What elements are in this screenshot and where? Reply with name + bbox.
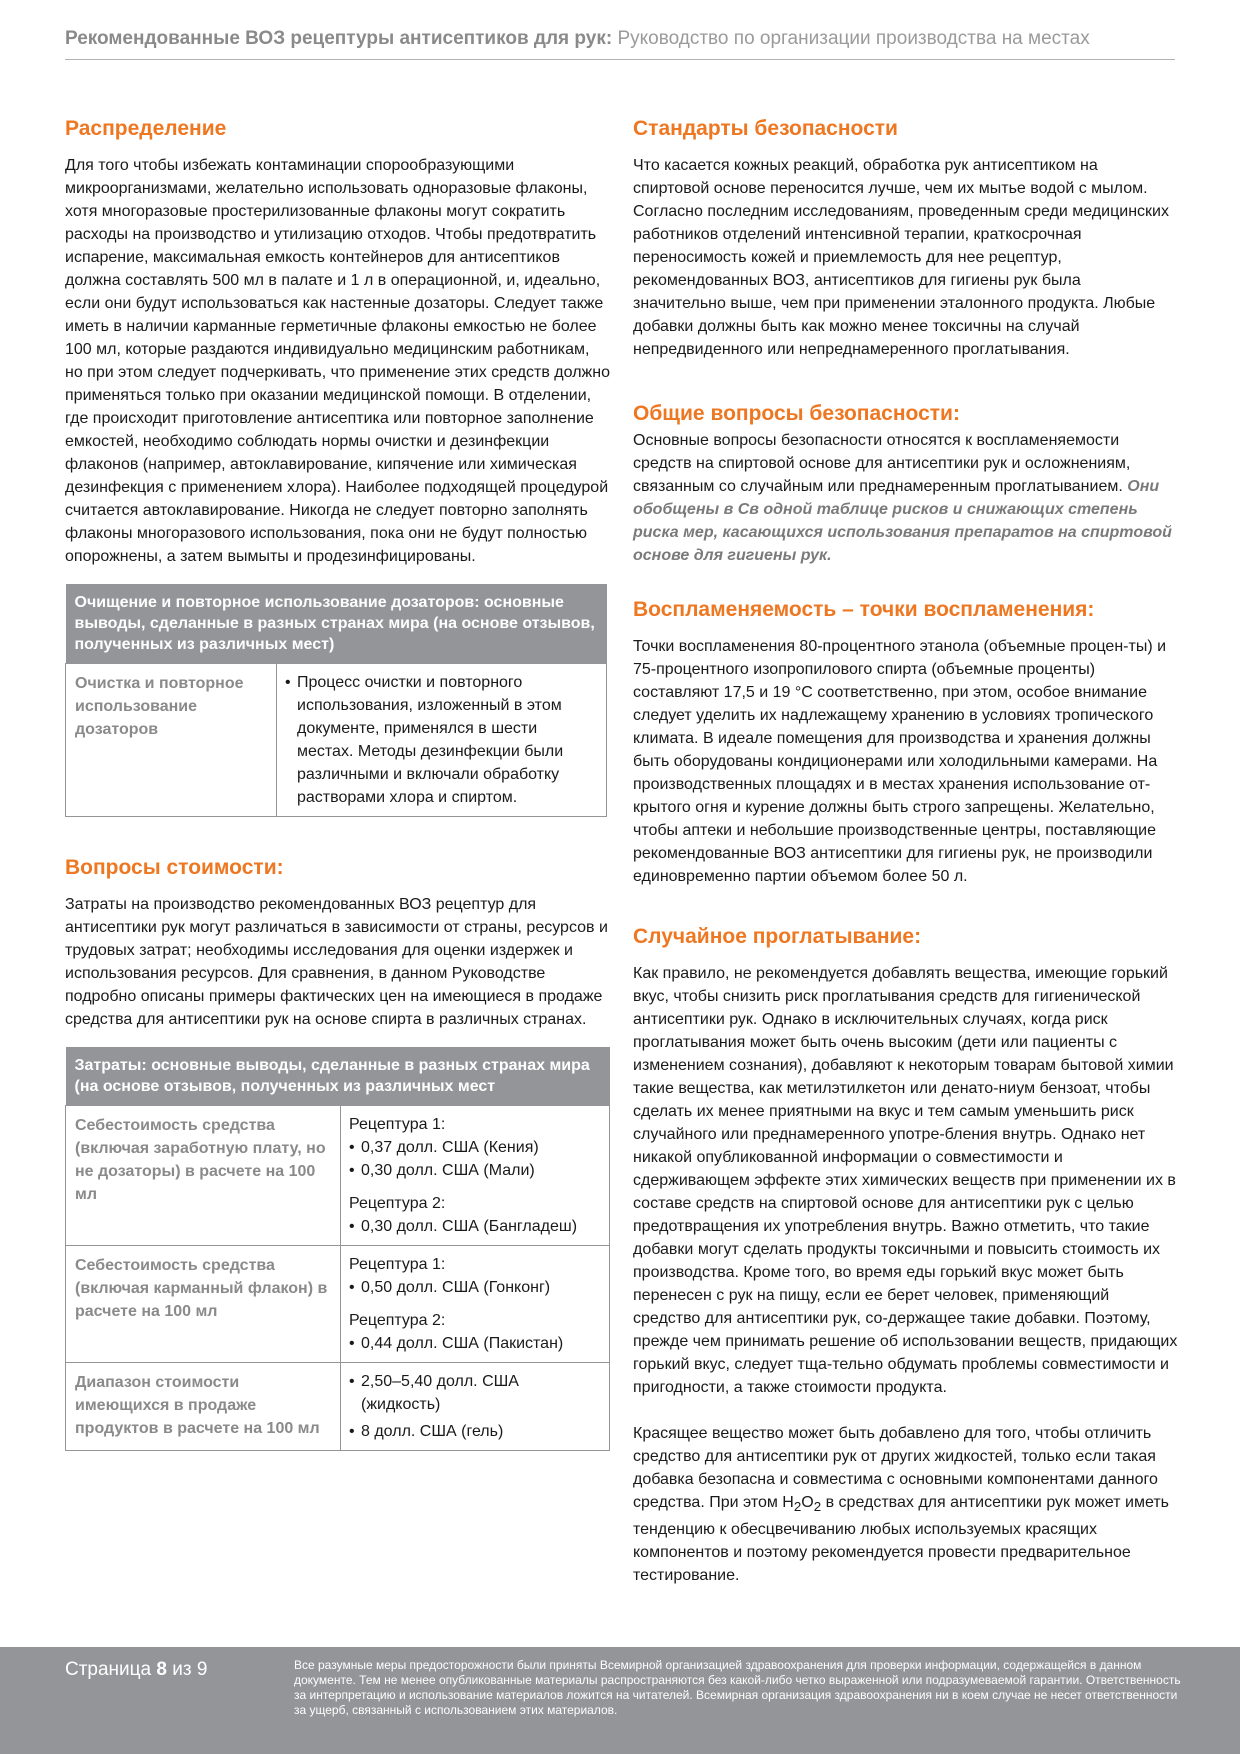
row-label: Диапазон стоимости имеющихся в продаже продуктов в расчете на 100 мл [66,1363,341,1451]
table-row [66,1246,610,1363]
header-subtitle: Руководство по организации производства на местах [617,28,1090,49]
section-title: Общие вопросы безопасности: [633,402,960,425]
section-title: Воспламеняемость – точки воспламенения: [633,598,1095,621]
row-label: Себестоимость средства (включая карманный флакон) в расчете на 100 мл [66,1246,341,1363]
formula-label: Рецептура 1: [349,1116,446,1133]
section-text: Основные вопросы безопасности относятся к воспламеняемости средств на спиртовой основе для антисептики рук и осложнениям, связанным со случайным или преднамеренным проглатыванием. Они обобщены в Св одной таблице рисков и снижающих степень риска мер, касающихся использования препаратов на спиртовой основе для гигиены рук. [633,432,1172,564]
section-ingestion [633,924,1178,1587]
formula-label: Рецептура 2: [349,1312,446,1329]
section-text: Как правило, не рекомендуется добавлять вещества, имеющие горький вкус, чтобы снизить риск проглатывания средств для гигиенической антисептики рук. Однако в исключительных случаях, когда риск проглатывания может быть очень высоким (дети или пациенты с изменением сознания), добавляют к некоторым товарам бытовой химии такие вещества, как метилэтилкетон или денато-ниум бензоат, чтобы сделать их менее приятными на вкус и тем самым уменьшить риск случайного или преднамеренного употре-бления внутрь. Однако нет никакой опубликованной информации о совместимости и сдерживающем эффекте этих химических веществ при применении их в составе средств на спиртовой основе для антисептики рук с целью предотвращения их употребления внутрь. Важно отметить, что такие добавки могут сделать продукты токсичными и повысить стоимость их производства. Кроме того, во время еды горький вкус может быть перенесен с рук на пищу, если ее берет человек, применяющий средство для антисептики рук, со-держащее такие добавки. Поэтому, прежде чем принимать решение об использовании веществ, придающих горький вкус, следует тща-тельно обдумать проблемы совместимости и пригодности, а также стоимости продукта. [633,965,1178,1396]
section-title: Вопросы стоимости: [65,856,284,879]
row-value: • 2,50–5,40 долл. США (жидкость) • 8 долл. США (гель) [341,1363,610,1451]
section-safety-standards [633,116,1178,361]
price-item: 2,50–5,40 долл. США (жидкость) [361,1373,519,1413]
price-item: 8 долл. США (гель) [361,1423,504,1440]
section-cost [65,855,610,1031]
section-text: Что касается кожных реакций, обработка рук антисептиком на спиртовой основе переносится лучше, чем их мытье водой с мылом. Согласно последним исследованиям, проведенным среди медицинских работников отделений интенсивной терапии, краткосрочная переносимость кожей и приемлемость для нее рецептур, рекомендованных ВОЗ, антисептиков для гигиены рук была значительно выше, чем при применении эталонного продукта. Любые добавки должны быть как можно менее токсичны на случай непредвиденного или непреднамеренного проглатывания. [633,157,1169,358]
price-item: 0,30 долл. США (Бангладеш) [361,1218,578,1235]
disclaimer: Все разумные меры предосторожности были приняты Всемирной организацией здравоохранения для проверки информации, содержащейся в данном документе. Тем не менее опубликованные материалы распространяются без какой-либо четко выраженной или подразумеваемой гарантии. Ответственность за интерпретацию и использование материалов ложится на читателей. Всемирная организация здравоохранения ни в коем случае не несет ответственности за ущерб, связанный с использованием этих материалов. [294,1658,1181,1717]
price-item: 0,44 долл. США (Пакистан) [361,1335,564,1352]
left-column [65,116,610,1451]
cleaning-findings-table [65,584,607,817]
section-distribution [65,116,610,568]
price-item: 0,50 долл. США (Гонконг) [361,1279,551,1296]
table-row [66,1106,610,1246]
row-label: Себестоимость средства (включая заработную плату, но не дозаторы) в расчете на 100 мл [66,1106,341,1246]
formula-label: Рецептура 1: [349,1256,446,1273]
running-header [65,28,1175,60]
section-general-safety [633,401,1178,567]
page-footer [0,1647,1240,1754]
row-label: Очистка и повторное использование дозаторов [66,664,277,817]
table-row [66,664,607,817]
section-title: Стандарты безопасности [633,117,898,140]
section-title: Случайное проглатывание: [633,925,922,948]
table-header: Очищение и повторное использование дозаторов: основные выводы, сделанные в разных странах мира (на основе отзывов, полученных из различных мест) [66,584,607,664]
section-text: Затраты на производство рекомендованных ВОЗ рецептур для антисептики рук могут различаться в зависимости от страны, ресурсов и трудовых затрат; необходимы исследования для оценки издержек и использования ресурсов. Для сравнения, в данном Руководстве подробно описаны примеры фактических цен на имеющиеся в продаже средства для антисептики рук на основе спирта в различных странах. [65,896,608,1028]
page-number: Страница 8 из 9 [65,1659,208,1680]
table-header: Затраты: основные выводы, сделанные в разных странах мира (на основе отзывов, полученных из различных мест [66,1047,610,1106]
bullet-item: • Процесс очистки и повторного использования, изложенный в этом документе, применялся в шести местах. Методы дезинфекции были различными и включали обработку растворами хлора и спиртом. [285,674,564,806]
row-value: Рецептура 1: • 0,37 долл. США (Кения) • 0,30 долл. США (Мали) Рецептура 2: • 0,30 долл. США (Бангладеш) [341,1106,610,1246]
row-value [277,664,607,817]
section-title: Распределение [65,117,227,140]
row-value: Рецептура 1: • 0,50 долл. США (Гонконг) Рецептура 2: • 0,44 долл. США (Пакистан) [341,1246,610,1363]
price-item: 0,37 долл. США (Кения) [361,1139,539,1156]
section-text: Точки воспламенения 80-процентного этанола (объемные процен-ты) и 75-процентного изопропилового спирта (объемные проценты) составляют 17,5 и 19 °C соответственно, при этом, особое внимание следует уделить их надлежащему хранению в условиях тропического климата. В идеале помещения для производства и хранения должны быть оборудованы кондиционерами или холодильными камерами. На производственных площадях и в местах хранения использование от-крытого огня и курение должны быть строго запрещены. Желательно, чтобы аптеки и небольшие производственные центры, поставляющие рекомендованные ВОЗ антисептики для гигиены рук, не производили единовременно партии объемом более 50 л. [633,638,1167,885]
section-text: Для того чтобы избежать контаминации спорообразующими микроорганизмами, желательно использовать одноразовые флаконы, хотя многоразовые простерилизованные флаконы могут сократить расходы на производство и утилизацию отходов. Чтобы предотвратить испарение, максимальная емкость контейнеров для антисептиков должна составлять 500 мл в палате и 1 л в операционной, и, идеально, если они будут использоваться как настенные дозаторы. Следует также иметь в наличии карманные герметичные флаконы емкостью не более 100 мл, которые раздаются индивидуально медицинским работникам, но при этом следует подчеркивать, что применение этих средств должно применяться только при оказании медицинской помощи. В отделении, где происходит приготовление антисептика или повторное заполнение емкостей, необходимо соблюдать нормы очистки и дезинфекции флаконов (например, автоклавирование, кипячение или химическая дезинфекция с применением хлора). Наиболее подходящей процедурой считается автоклавирование. Никогда не следует повторно заполнять флаконы многоразового использования, пока они не будут полностью опорожнены, а затем вымыты и продезинфицированы. [65,157,610,565]
cost-findings-table [65,1047,610,1451]
right-column [633,116,1178,1587]
section-flammability [633,597,1178,888]
table-row [66,1363,610,1451]
header-title: Рекомендованные ВОЗ рецептуры антисептиков для рук: [65,28,613,49]
section-text: Красящее вещество может быть добавлено для того, чтобы отличить средство для антисептики рук от других жидкостей, только если такая добавка безопасна и совместима с основными компонентами данного средства. При этом $H_2O_2$ в средствах для антисептики рук может иметь тенденцию к обесцвечиванию любых используемых красящих компонентов и поэтому рекомендуется провести предварительное тестирование. [633,1425,1170,1585]
formula-label: Рецептура 2: [349,1195,446,1212]
price-item: 0,30 долл. США (Мали) [361,1162,535,1179]
emphasis-text: Они обобщены в Св одной таблице рисков и снижающих степень риска мер, касающихся использования препаратов на спиртовой основе для гигиены рук. [633,478,1172,564]
